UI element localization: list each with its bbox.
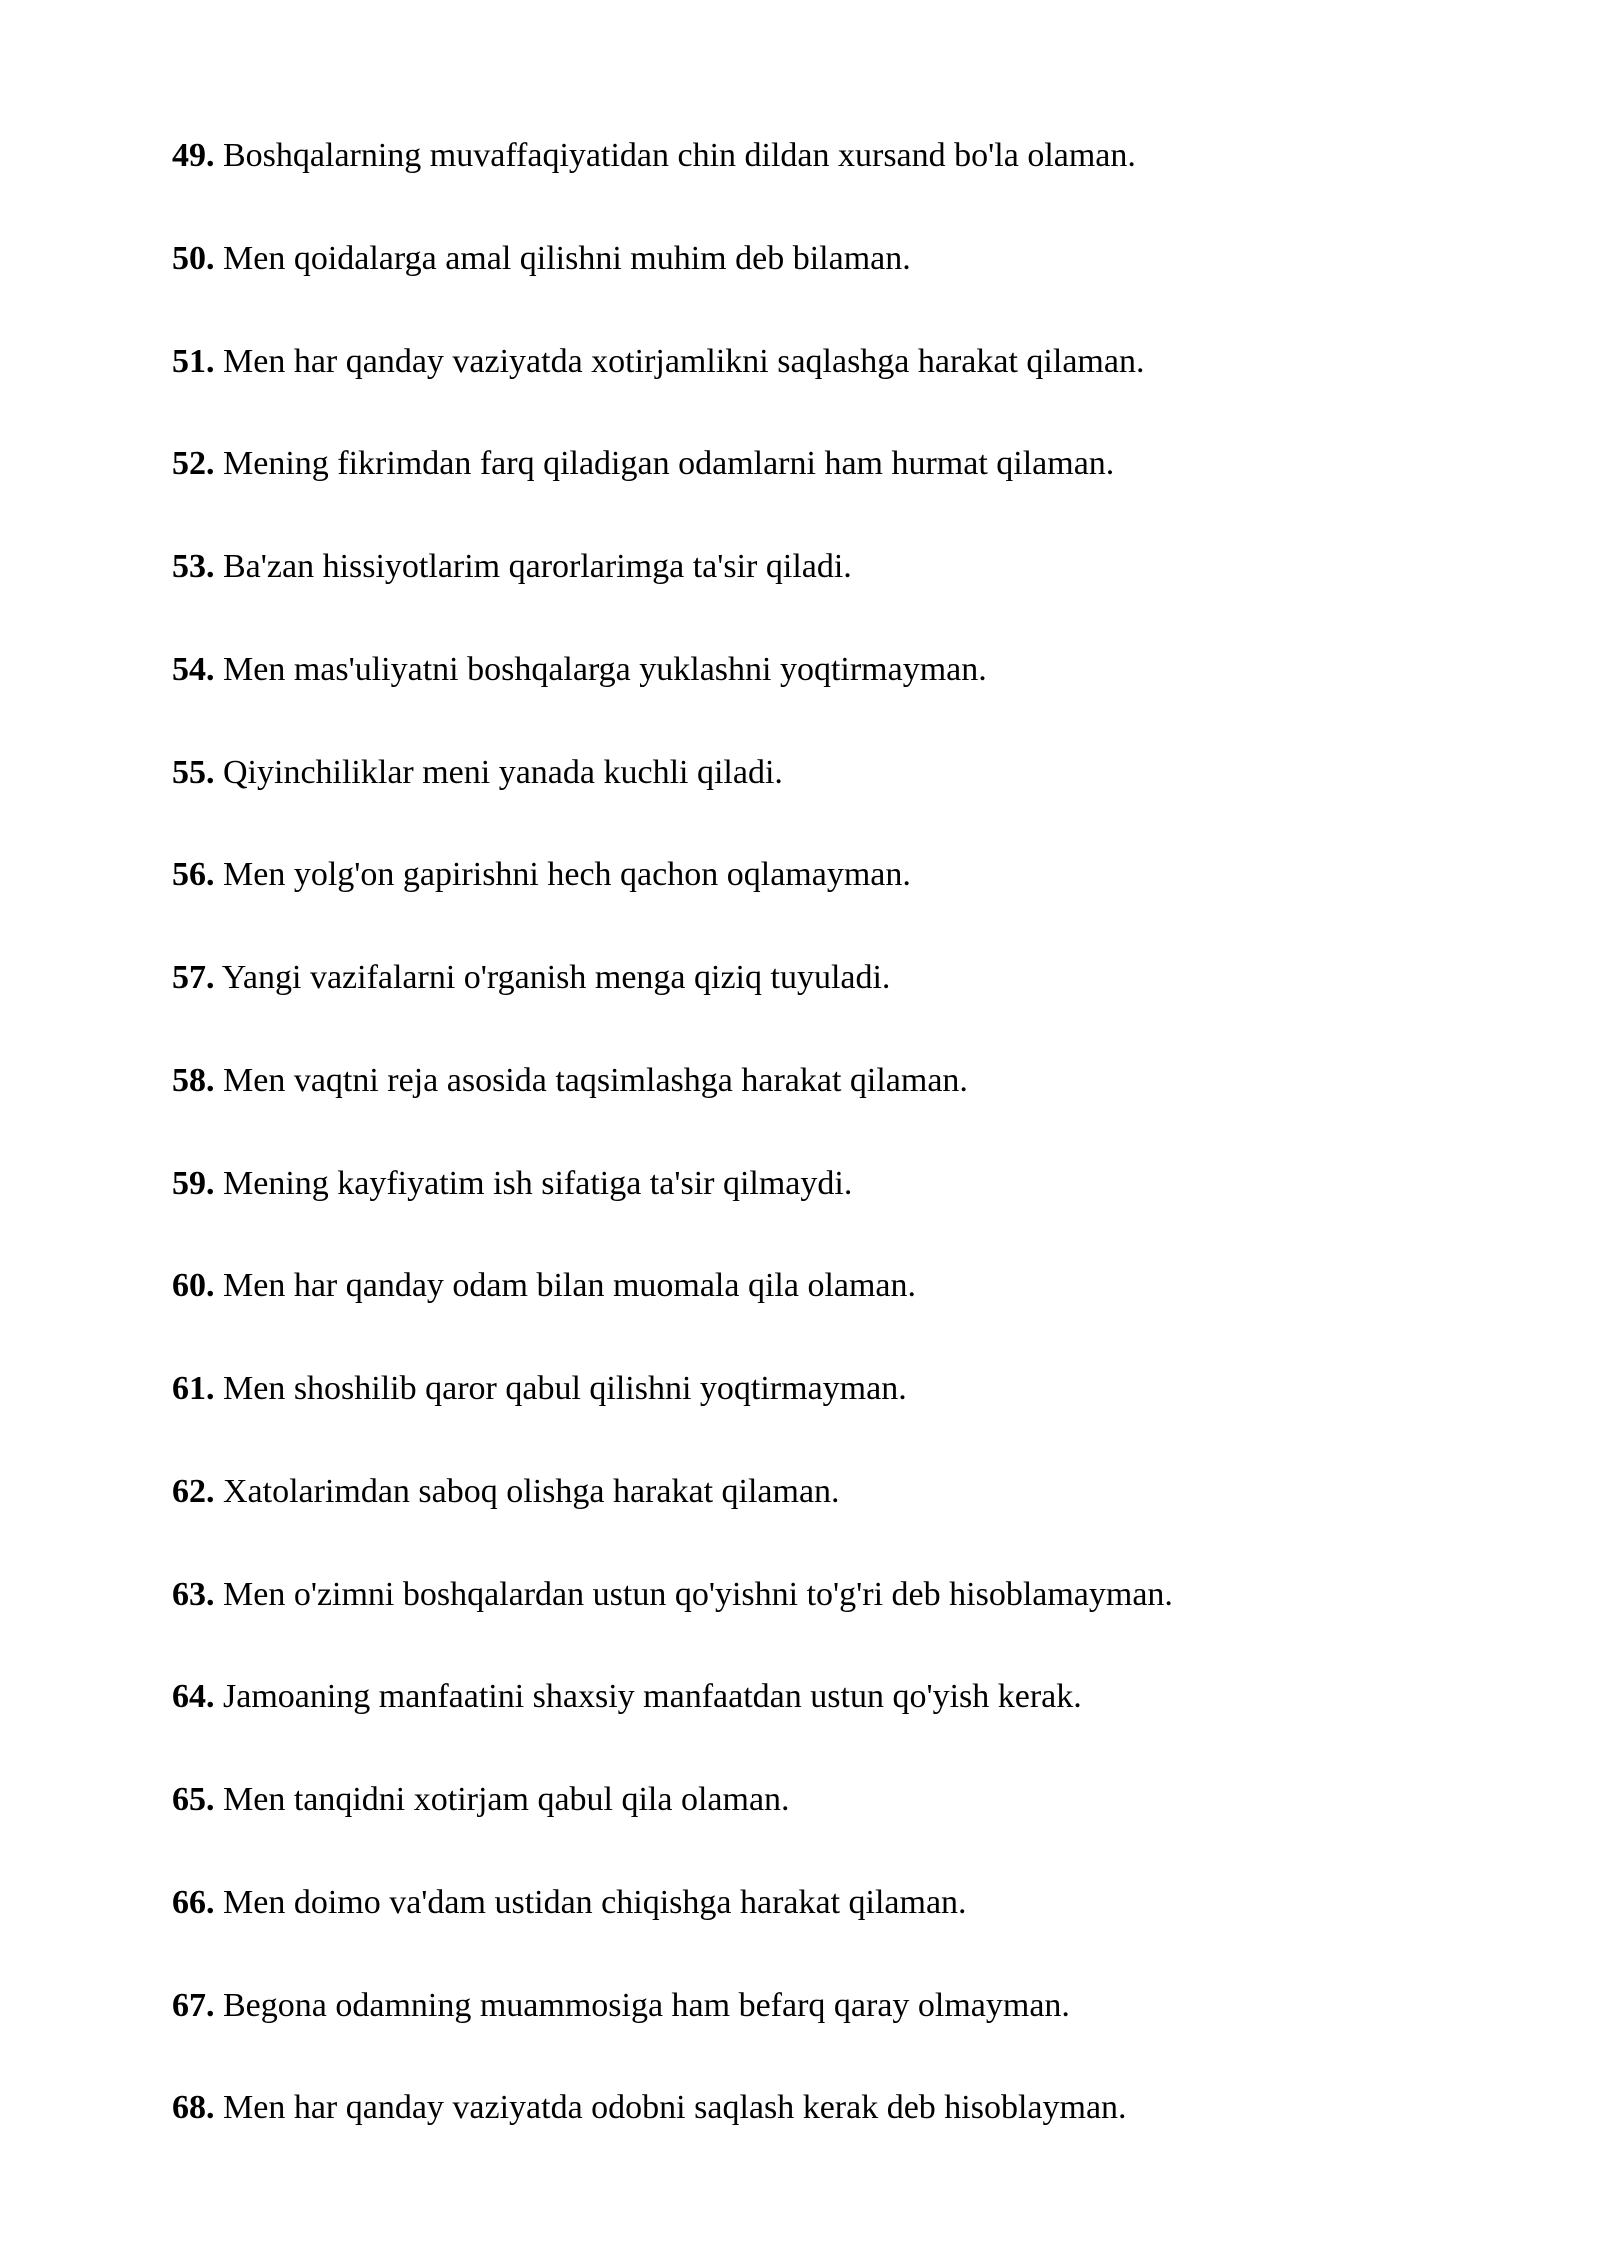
statement-item: [172, 2080, 1532, 2183]
statement-item: [172, 539, 1532, 642]
statement-item: [172, 950, 1532, 1053]
statement-text: Men har qanday vaziyatda xotirjamlikni saqlashga harakat qilaman.: [223, 342, 1145, 380]
statement-text: Men o'zimni boshqalardan ustun qo'yishni to'g'ri deb hisoblamayman.: [223, 1575, 1173, 1613]
statement-item: [172, 1567, 1532, 1670]
statement-number: 66.: [172, 1883, 215, 1921]
statement-number: 54.: [172, 650, 215, 688]
statement-text: Men yolg'on gapirishni hech qachon oqlamayman.: [223, 856, 911, 894]
statement-text: Ba'zan hissiyotlarim qarorlarimga ta'sir qiladi.: [223, 548, 852, 585]
statement-text: Begona odamning muammosiga ham befarq qaray olmayman.: [223, 1986, 1070, 2024]
statement-number: 65.: [172, 1781, 215, 1818]
statement-number: 67.: [172, 1986, 215, 2024]
statement-number: 64.: [172, 1678, 215, 1716]
statement-number: 61.: [172, 1370, 215, 1407]
statement-list: [172, 128, 1532, 2183]
statement-number: 55.: [172, 753, 215, 791]
statement-item: [172, 436, 1532, 539]
statement-text: Men mas'uliyatni boshqalarga yuklashni yoqtirmayman.: [223, 650, 987, 688]
statement-text: Men doimo va'dam ustidan chiqishga harakat qilaman.: [223, 1883, 967, 1921]
statement-text: Men vaqtni reja asosida taqsimlashga harakat qilaman.: [223, 1061, 968, 1099]
statement-item: [172, 1053, 1532, 1156]
statement-item: [172, 1978, 1532, 2081]
statement-text: Men tanqidni xotirjam qabul qila olaman.: [223, 1781, 790, 1818]
statement-item: [172, 1258, 1532, 1361]
statement-text: Mening fikrimdan farq qiladigan odamlarni ham hurmat qilaman.: [223, 445, 1115, 483]
statement-text: Mening kayfiyatim ish sifatiga ta'sir qilmaydi.: [223, 1164, 853, 1202]
statement-item: [172, 745, 1532, 848]
statement-text: Men qoidalarga amal qilishni muhim deb bilaman.: [223, 239, 911, 277]
statement-number: 53.: [172, 548, 215, 585]
statement-item: [172, 847, 1532, 950]
statement-item: [172, 1669, 1532, 1772]
statement-number: 50.: [172, 239, 215, 277]
statement-number: 49.: [172, 137, 215, 174]
statement-text: Men har qanday odam bilan muomala qila olaman.: [223, 1267, 917, 1305]
statement-item: [172, 1156, 1532, 1259]
statement-text: Boshqalarning muvaffaqiyatidan chin dildan xursand bo'la olaman.: [223, 137, 1136, 174]
statement-number: 57.: [172, 959, 215, 996]
statement-number: 56.: [172, 856, 215, 894]
statement-text: Jamoaning manfaatini shaxsiy manfaatdan ustun qo'yish kerak.: [223, 1678, 1082, 1716]
statement-item: [172, 128, 1532, 231]
statement-text: Xatolarimdan saboq olishga harakat qilaman.: [223, 1472, 840, 1510]
statement-item: [172, 1464, 1532, 1567]
statement-item: [172, 231, 1532, 334]
statement-number: 59.: [172, 1164, 215, 1202]
statement-text: Men har qanday vaziyatda odobni saqlash kerak deb hisoblayman.: [223, 2089, 1127, 2127]
statement-text: Yangi vazifalarni o'rganish menga qiziq tuyuladi.: [221, 959, 891, 996]
statement-number: 52.: [172, 445, 215, 483]
statement-text: Qiyinchiliklar meni yanada kuchli qiladi.: [223, 753, 783, 791]
statement-text: Men shoshilib qaror qabul qilishni yoqtirmayman.: [223, 1370, 907, 1407]
statement-item: [172, 334, 1532, 437]
statement-number: 58.: [172, 1061, 215, 1099]
statement-item: [172, 1772, 1532, 1875]
statement-number: 68.: [172, 2089, 215, 2127]
statement-number: 60.: [172, 1267, 215, 1305]
statement-item: [172, 642, 1532, 745]
statement-item: [172, 1361, 1532, 1464]
statement-item: [172, 1875, 1532, 1978]
statement-number: 62.: [172, 1472, 215, 1510]
statement-number: 51.: [172, 342, 215, 380]
statement-number: 63.: [172, 1575, 215, 1613]
